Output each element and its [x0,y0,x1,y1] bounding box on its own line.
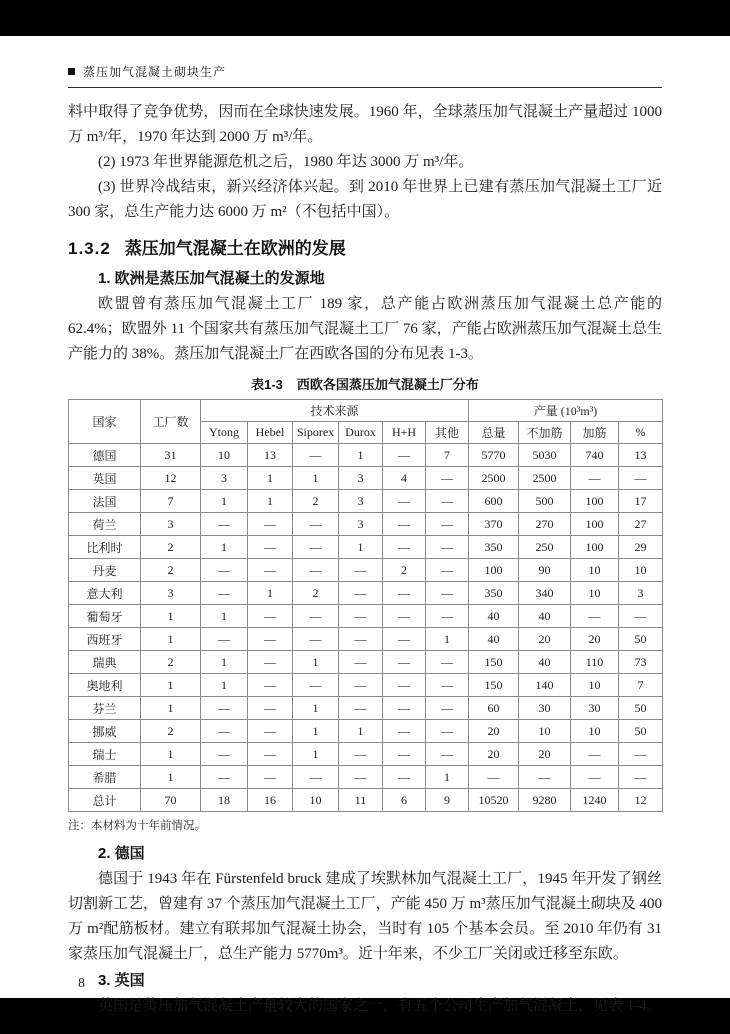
top-black-band [0,0,730,36]
header-tech-other: 其他 [426,422,469,444]
cell-value: 40 [469,605,519,628]
cell-value: 250 [519,536,571,559]
paragraph-uk: 英国是蒸压加气混凝土产量较大的国家之一，有五个公司生产加气混凝土，见表 1-4。 [98,998,662,1014]
cell-value: 1 [339,720,383,743]
cell-value: 370 [469,513,519,536]
cell-value: 90 [519,559,571,582]
cell-value: — [339,605,383,628]
section-number: 1.3.2 [68,239,111,258]
cell-value: 3 [339,513,383,536]
cell-value: 20 [519,743,571,766]
table-row [69,490,663,513]
cell-value: 40 [519,651,571,674]
cell-value: 1 [293,697,339,720]
cell-value: 9280 [519,789,571,812]
cell-value: — [339,697,383,720]
cell-value: — [383,766,426,789]
cell-value: 3 [141,513,201,536]
header-output-percent: % [619,422,663,444]
cell-value: — [293,766,339,789]
cell-value: — [619,766,663,789]
cell-value: — [571,605,619,628]
cell-value: — [201,513,248,536]
cell-value: 100 [571,513,619,536]
cell-value: — [383,697,426,720]
cell-value: — [571,467,619,490]
section-heading [68,236,662,262]
header-tech-hh: H+H [383,422,426,444]
cell-value: 30 [519,697,571,720]
cell-value: 2 [141,536,201,559]
table-row [69,743,663,766]
cell-value: 1 [248,582,293,605]
cell-value: 50 [619,720,663,743]
cell-value: — [248,766,293,789]
cell-value: 100 [571,490,619,513]
cell-value: 10520 [469,789,519,812]
cell-value: 40 [519,605,571,628]
cell-value: 740 [571,444,619,467]
header-tech-hebel: Hebel [248,422,293,444]
cell-value: — [248,605,293,628]
cell-value: 7 [619,674,663,697]
cell-value: 100 [571,536,619,559]
cell-value: — [201,720,248,743]
cell-value: 10 [201,444,248,467]
cell-value: — [426,467,469,490]
cell-value: — [426,674,469,697]
cell-value: — [248,674,293,697]
cell-value: 5030 [519,444,571,467]
cell-value: 1 [293,720,339,743]
cell-value: 1 [201,651,248,674]
running-header [68,63,662,88]
header-country: 国家 [69,400,141,444]
cell-country: 西班牙 [69,628,141,651]
table-header [69,400,663,444]
cell-value: — [339,674,383,697]
cell-value: 30 [571,697,619,720]
cell-value: 60 [469,697,519,720]
table-row [69,467,663,490]
cell-value: 1 [293,651,339,674]
cell-value: 2 [293,490,339,513]
cell-country: 奥地利 [69,674,141,697]
cell-value: — [248,559,293,582]
cell-value: — [293,536,339,559]
cell-value: 350 [469,582,519,605]
cell-value: — [426,605,469,628]
paragraph-item-2: (2) 1973 年世界能源危机之后，1980 年达 3000 万 m³/年。 [98,154,474,170]
cell-value: 6 [383,789,426,812]
cell-value: 500 [519,490,571,513]
cell-value: — [519,766,571,789]
cell-value: — [293,605,339,628]
cell-value: 5770 [469,444,519,467]
table-body [69,444,663,812]
paragraph-europe: 欧盟曾有蒸压加气混凝土工厂 189 家，总产能占欧洲蒸压加气混凝土总产能的 62.4%；欧盟外 11 个国家共有蒸压加气混凝土工厂 76 家，产能占欧洲蒸压加气混凝土总生产能力的 38%。蒸压加气混凝土厂在西欧各国的分布见表 1-3。 [68,296,662,362]
table-row [69,605,663,628]
table-row [69,651,663,674]
cell-value: — [201,628,248,651]
cell-value: — [201,743,248,766]
cell-value: 2 [141,651,201,674]
cell-value: — [383,651,426,674]
subheading-europe: 1. 欧洲是蒸压加气混凝土的发源地 [98,270,325,287]
cell-value: 1 [201,605,248,628]
cell-value: 1 [201,674,248,697]
cell-value: — [426,536,469,559]
cell-value: — [571,743,619,766]
cell-value: — [426,582,469,605]
cell-value: 10 [571,582,619,605]
header-output-total: 总量 [469,422,519,444]
cell-value: 1 [426,628,469,651]
header-output: 产量 (10³m³) [469,400,663,422]
cell-value: 2500 [469,467,519,490]
paragraph-item-3: (3) 世界冷战结束，新兴经济体兴起。到 2010 年世界上已建有蒸压加气混凝土工厂近 300 家，总生产能力达 6000 万 m²（不包括中国）。 [68,179,662,220]
table-row [69,720,663,743]
cell-value: — [248,536,293,559]
cell-value: 1 [141,743,201,766]
header-output-unreinforced: 不加筋 [519,422,571,444]
cell-value: — [619,743,663,766]
section-title: 蒸压加气混凝土在欧洲的发展 [124,239,346,258]
cell-value: — [383,743,426,766]
cell-value: — [201,582,248,605]
cell-value: — [248,628,293,651]
cell-value: 2 [383,559,426,582]
cell-value: 10 [293,789,339,812]
cell-value: 3 [141,582,201,605]
cell-value: — [383,605,426,628]
cell-value: 70 [141,789,201,812]
cell-value: — [383,536,426,559]
cell-value: 18 [201,789,248,812]
table-row [69,697,663,720]
cell-value: 10 [571,674,619,697]
cell-country: 葡萄牙 [69,605,141,628]
cell-value: — [619,467,663,490]
cell-value: — [571,766,619,789]
cell-value: 150 [469,651,519,674]
cell-value: 27 [619,513,663,536]
cell-value: 350 [469,536,519,559]
table-row [69,766,663,789]
header-output-reinforced: 加筋 [571,422,619,444]
cell-value: — [248,743,293,766]
cell-value: — [383,628,426,651]
cell-country: 芬兰 [69,697,141,720]
cell-country: 德国 [69,444,141,467]
cell-value: — [383,582,426,605]
cell-value: 3 [339,490,383,513]
cell-value: 100 [469,559,519,582]
running-header-title: 蒸压加气混凝土砌块生产 [83,65,227,79]
cell-value: 1 [141,605,201,628]
cell-value: — [339,651,383,674]
cell-country: 总计 [69,789,141,812]
cell-value: — [426,743,469,766]
cell-value: 1 [293,743,339,766]
cell-value: — [339,582,383,605]
cell-value: 1 [248,490,293,513]
cell-value: 2500 [519,467,571,490]
cell-value: — [383,444,426,467]
cell-value: — [426,490,469,513]
cell-value: 11 [339,789,383,812]
cell-value: — [248,697,293,720]
cell-value: — [383,674,426,697]
cell-value: — [293,559,339,582]
body-text [68,100,662,1019]
cell-country: 瑞典 [69,651,141,674]
cell-value: — [383,490,426,513]
cell-value: 73 [619,651,663,674]
cell-value: 9 [426,789,469,812]
cell-value: 20 [571,628,619,651]
cell-value: — [201,766,248,789]
cell-value: 1 [339,444,383,467]
cell-value: 1 [141,766,201,789]
cell-value: — [619,605,663,628]
cell-value: — [383,513,426,536]
cell-value: 1 [141,697,201,720]
cell-value: 50 [619,697,663,720]
cell-value: — [201,559,248,582]
distribution-table [68,399,663,812]
cell-value: — [339,766,383,789]
cell-value: 3 [619,582,663,605]
cell-value: — [426,651,469,674]
header-factories: 工厂数 [141,400,201,444]
subheading-uk: 3. 英国 [98,972,145,989]
cell-value: — [469,766,519,789]
table-row [69,674,663,697]
square-bullet-icon [68,68,75,75]
table-row [69,513,663,536]
cell-value: 20 [469,743,519,766]
cell-value: — [426,559,469,582]
table-row-total [69,789,663,812]
cell-value: — [426,513,469,536]
cell-country: 挪威 [69,720,141,743]
cell-value: — [339,743,383,766]
header-tech-ytong: Ytong [201,422,248,444]
table-caption-label: 表1-3 [251,377,283,392]
cell-value: 140 [519,674,571,697]
cell-value: 600 [469,490,519,513]
table-row [69,582,663,605]
cell-value: 17 [619,490,663,513]
cell-value: 10 [619,559,663,582]
cell-value: — [293,628,339,651]
cell-value: — [339,628,383,651]
table-row [69,536,663,559]
cell-value: — [248,651,293,674]
cell-value: — [339,559,383,582]
table-note: 注：本材料为十年前情况。 [68,820,206,832]
cell-country: 法国 [69,490,141,513]
cell-value: — [293,513,339,536]
cell-country: 英国 [69,467,141,490]
cell-value: 13 [248,444,293,467]
cell-value: 2 [141,559,201,582]
cell-value: 3 [201,467,248,490]
cell-value: 1 [293,467,339,490]
cell-value: 1 [201,490,248,513]
cell-value: — [201,697,248,720]
header-tech-source: 技术来源 [201,400,469,422]
table-header-row-1 [69,400,663,422]
cell-value: 1 [141,674,201,697]
cell-country: 比利时 [69,536,141,559]
table-row [69,444,663,467]
cell-value: 12 [619,789,663,812]
cell-value: 13 [619,444,663,467]
cell-value: 2 [293,582,339,605]
cell-value: 7 [426,444,469,467]
table-caption [68,374,662,393]
cell-value: 20 [469,720,519,743]
cell-value: — [293,674,339,697]
page-number: 8 [78,976,85,991]
cell-value: 1 [426,766,469,789]
page-content [68,36,662,1019]
cell-value: — [426,720,469,743]
cell-value: 1 [141,628,201,651]
cell-value: 10 [571,559,619,582]
cell-value: — [426,697,469,720]
cell-value: 1240 [571,789,619,812]
cell-value: 3 [339,467,383,490]
cell-value: 7 [141,490,201,513]
cell-value: 20 [519,628,571,651]
subheading-germany: 2. 德国 [98,845,145,862]
header-tech-siporex: Siporex [293,422,339,444]
cell-value: 110 [571,651,619,674]
paragraph-germany: 德国于 1943 年在 Fürstenfeld bruck 建成了埃默林加气混凝土工厂，1945 年开发了钢丝切割新工艺，曾建有 37 个蒸压加气混凝土工厂，产能 450 万 m³蒸压加气混凝土砌块及 400 万 m²配筋板材。建立有联邦加气混凝土协会，当时有 105 个基本会员。至 2010 年仍有 31 家蒸压加气混凝土厂，总生产能力 5770m³。近十年来，不少工厂关闭或迁移至东欧。 [68,871,662,962]
cell-value: 1 [339,536,383,559]
cell-value: 40 [469,628,519,651]
cell-value: — [293,444,339,467]
cell-value: 4 [383,467,426,490]
cell-value: 1 [201,536,248,559]
cell-value: 2 [141,720,201,743]
germany-section [68,841,662,1019]
cell-value: 150 [469,674,519,697]
cell-value: 12 [141,467,201,490]
cell-value: 50 [619,628,663,651]
cell-country: 丹麦 [69,559,141,582]
cell-value: 10 [571,720,619,743]
table-row [69,559,663,582]
cell-value: 31 [141,444,201,467]
cell-country: 希腊 [69,766,141,789]
table-caption-title: 西欧各国蒸压加气混凝土厂分布 [296,377,479,392]
cell-value: 340 [519,582,571,605]
table-row [69,628,663,651]
cell-country: 瑞士 [69,743,141,766]
cell-country: 荷兰 [69,513,141,536]
cell-value: — [383,720,426,743]
cell-value: 1 [248,467,293,490]
cell-country: 意大利 [69,582,141,605]
cell-value: 29 [619,536,663,559]
cell-value: — [248,513,293,536]
header-tech-durox: Durox [339,422,383,444]
cell-value: 270 [519,513,571,536]
paragraph-continued: 料中取得了竞争优势，因而在全球快速发展。1960 年，全球蒸压加气混凝土产量超过 1000 万 m³/年，1970 年达到 2000 万 m³/年。 [68,104,662,145]
cell-value: 10 [519,720,571,743]
cell-value: — [248,720,293,743]
cell-value: 16 [248,789,293,812]
